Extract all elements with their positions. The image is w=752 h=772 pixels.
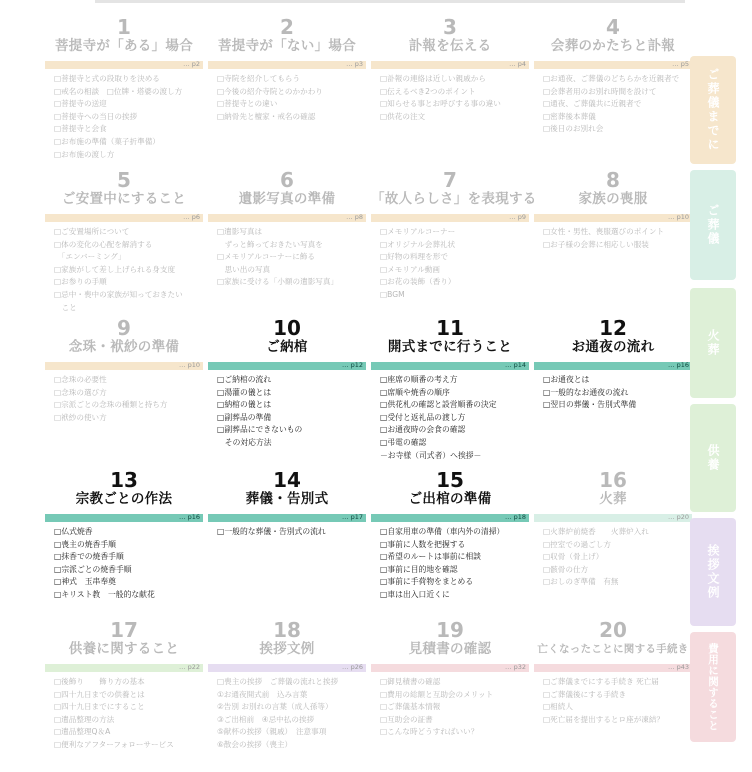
list-item: □メモリアルコーナーに飾る (217, 252, 315, 262)
item-list (535, 226, 692, 251)
list-item: ⑥散会の挨拶（喪主） (217, 739, 293, 749)
section-title[interactable]: 開式までに行うこと (387, 339, 513, 355)
list-item: □家族に受ける「小額の遺影写真」 (217, 277, 339, 287)
section-title[interactable]: 会葬のかたちと訃報 (550, 38, 676, 54)
list-item: □こんな時どうすればいい？ (380, 727, 479, 737)
list-item: □ご葬儀後にする手続き (543, 689, 627, 699)
list-item: □伝えるべき2つのポイント (380, 86, 476, 96)
page-ref[interactable]: … p17 (342, 513, 363, 521)
section-title[interactable]: 念珠・袱紗の準備 (68, 339, 180, 355)
list-item: ③ご出棺前 ④忌中払の挨拶 (217, 714, 315, 724)
list-item: □遺影写真は (217, 227, 263, 236)
category-tab-label: 供養 (706, 444, 720, 472)
list-item: □菩提寺と式の段取りを決める (54, 74, 160, 83)
list-item: □事前に人数を把握する (380, 539, 466, 549)
toc-section (371, 17, 529, 167)
section-bar (208, 61, 366, 69)
list-item: □お花の装飾（香り） (380, 277, 456, 287)
list-item: □袱紗の使い方 (54, 412, 107, 422)
toc-section (534, 17, 692, 167)
list-item: □遺品整理Q＆A (54, 727, 111, 737)
section-number: 4 (606, 15, 620, 39)
toc-section (45, 170, 203, 320)
item-list (535, 526, 692, 589)
toc-section (534, 318, 692, 468)
list-item: □四十九日までにすること (54, 702, 145, 712)
list-item: □車は出入口近くに (380, 589, 450, 599)
list-item: □宗派ごとの焼香手順 (54, 564, 132, 574)
page-ref[interactable]: … p12 (342, 361, 363, 369)
page-ref[interactable]: … p3 (346, 60, 363, 68)
toc-section (45, 17, 203, 167)
section-number: 15 (436, 468, 464, 492)
item-list (209, 374, 366, 450)
section-title[interactable]: ご出棺の準備 (408, 491, 492, 507)
page-ref[interactable]: … p10 (668, 213, 689, 221)
category-tab[interactable] (690, 518, 736, 626)
list-item: □相続人 (543, 702, 573, 712)
list-item: □後日のお別れ会 (543, 124, 604, 134)
item-list (209, 526, 366, 539)
item-list (372, 526, 529, 602)
list-item: □骸骨の仕方 (543, 564, 589, 574)
item-list (372, 226, 529, 302)
list-item: □キリスト教 一般的な献花 (54, 589, 155, 599)
section-bar (45, 362, 203, 370)
category-tab-label: ご葬儀までに (706, 68, 720, 152)
section-bar (45, 514, 203, 522)
page-ref[interactable]: … p6 (183, 213, 200, 221)
section-title[interactable]: 挨拶文例 (259, 641, 315, 657)
toc-section (534, 470, 692, 620)
section-title[interactable]: ご安置中にすること (61, 191, 187, 207)
toc-section (45, 620, 203, 770)
list-item: □死亡届を提出するとロ座が凍結？ (543, 714, 665, 724)
page-ref[interactable]: … p8 (346, 213, 363, 221)
page-ref[interactable]: … p43 (668, 663, 689, 671)
list-item: □控室での過ごし方 (543, 539, 611, 549)
section-bar (534, 214, 692, 222)
section-title[interactable]: 供養に関すること (68, 641, 180, 657)
list-item: □お通夜時の会食の確認 (380, 425, 466, 435)
toc-section (371, 318, 529, 468)
page-ref[interactable]: … p16 (668, 361, 689, 369)
section-title[interactable]: 菩提寺が「ある」場合 (55, 38, 193, 54)
list-item: □戒名の相談 □位牌・塔婆の渡し方 (54, 86, 183, 96)
list-item: □メモリアルコーナー (380, 227, 456, 236)
section-number: 13 (110, 468, 138, 492)
section-number: 1 (117, 15, 131, 39)
page-ref[interactable]: … p14 (505, 361, 526, 369)
toc-section (371, 470, 529, 620)
section-bar (371, 61, 529, 69)
list-item: □後飾り 飾り方の基本 (54, 677, 145, 686)
list-item: □抹香での焼香手順 (54, 552, 124, 562)
list-item: □おしのぎ準備 有無 (543, 577, 619, 587)
list-item: その対応方法 (217, 437, 272, 447)
item-list (372, 676, 529, 739)
item-list (46, 226, 203, 314)
item-list (535, 676, 692, 726)
section-bar (534, 61, 692, 69)
list-item: ⑤献杯の挨拶（親戚） 注意事項 (217, 727, 327, 737)
list-item: －お寺様（司式者）へ挨拶－ (380, 450, 482, 460)
section-number: 11 (436, 316, 464, 340)
item-list (372, 73, 529, 123)
list-item: □ご葬儀基本情報 (380, 702, 441, 712)
list-item: □喪主の挨拶 ご葬儀の流れと挨拶 (217, 677, 339, 686)
list-item: □費用の総額と互助会のメリット (380, 689, 494, 699)
list-item: □湯灌の儀とは (217, 387, 272, 397)
list-item: □お参りの手順 (54, 277, 107, 287)
list-item: □一般的なお通夜の流れ (543, 387, 629, 397)
category-tab-label: 挨拶文例 (706, 544, 720, 600)
page-ref[interactable]: … p2 (183, 60, 200, 68)
list-item: □お子様の会葬に相応しい服装 (543, 239, 649, 249)
list-item: □喪主の焼香手順 (54, 539, 116, 549)
list-item: □遺品整理の方法 (54, 714, 115, 724)
section-number: 5 (117, 168, 131, 192)
list-item: □お通夜、ご葬儀のどちらかを近親者で (543, 74, 680, 83)
list-item: □オリジナル会葬礼状 (380, 239, 456, 249)
list-item: 「エンバーミング」 (54, 252, 126, 262)
section-bar (371, 214, 529, 222)
list-item: □便利なアフターフォローサービス (54, 739, 174, 749)
list-item: 思い出の写真 (217, 264, 271, 274)
list-item: □神式 玉串奉奠 (54, 577, 116, 587)
item-list (535, 73, 692, 136)
list-item: □ご葬儀までにする手続き 死亡届 (543, 677, 659, 686)
section-title[interactable]: 見積書の確認 (408, 641, 492, 657)
list-item: □通夜、ご葬儀共に近親者で (543, 99, 642, 109)
category-tab[interactable] (690, 56, 736, 164)
list-item: □お布施の準備（菓子折準備） (54, 136, 160, 146)
list-item: □収骨（骨上げ） (543, 552, 604, 562)
section-number: 18 (273, 618, 301, 642)
item-list (209, 676, 366, 752)
list-item: ずっと飾っておきたい写真を (217, 239, 323, 249)
toc-section (371, 620, 529, 770)
section-title[interactable]: 「故人らしさ」を表現する (371, 191, 537, 207)
section-title[interactable]: ご納棺 (266, 339, 308, 355)
list-item: □密葬後本葬儀 (543, 111, 596, 121)
section-number: 3 (443, 15, 457, 39)
list-item: □翌日の葬儀・告別式準備 (543, 400, 637, 410)
page-ref[interactable]: … p32 (505, 663, 526, 671)
list-item: □菩提寺の送迎 (54, 99, 107, 109)
list-item: □受付と返礼品の渡し方 (380, 412, 466, 422)
list-item: □菩提寺への当日の挨拶 (54, 111, 138, 121)
list-item: ①お通夜開式前 込み言葉 (217, 689, 308, 699)
toc-section (45, 318, 203, 468)
page-ref[interactable]: … p9 (509, 213, 526, 221)
page-ref[interactable]: … p26 (342, 663, 363, 671)
category-tab-label: ご葬儀 (706, 204, 720, 246)
list-item: □体の変化の心配を解消する (54, 239, 153, 249)
category-tab[interactable] (690, 404, 736, 512)
list-item: □念珠の選び方 (54, 387, 107, 397)
item-list (46, 676, 203, 752)
list-item: □家族がして差し上げられる身支度 (54, 264, 176, 274)
section-title[interactable]: 遺影写真の準備 (238, 191, 336, 207)
section-bar (371, 362, 529, 370)
top-rule (95, 0, 685, 3)
section-bar (45, 61, 203, 69)
section-bar (371, 664, 529, 672)
category-tab[interactable] (690, 170, 736, 280)
list-item: □互助会の証書 (380, 714, 433, 724)
list-item: □お通夜とは (543, 375, 590, 384)
section-bar (534, 362, 692, 370)
toc-section (534, 620, 692, 770)
list-item: □弔電の確認 (380, 437, 427, 447)
list-item: □知らせる事とお呼びする事の違い (380, 99, 501, 109)
section-title[interactable]: 菩提寺が「ない」場合 (218, 38, 356, 54)
section-number: 14 (273, 468, 301, 492)
toc-section (534, 170, 692, 320)
page-ref[interactable]: … p4 (509, 60, 526, 68)
item-list (209, 73, 366, 123)
list-item: □会葬者用のお別れ時間を設けて (543, 86, 657, 96)
list-item: □火葬炉前焼香 火葬炉入れ (543, 527, 649, 536)
list-item: □ご納棺の流れ (217, 375, 272, 384)
item-list (46, 526, 203, 602)
list-item: □BGM (380, 289, 405, 299)
page-ref[interactable]: … p5 (672, 60, 689, 68)
section-number: 16 (599, 468, 627, 492)
item-list (209, 226, 366, 289)
section-bar (208, 514, 366, 522)
list-item: □忌中・喪中の家族が知っておきたい (54, 289, 183, 299)
list-item: □仏式焼香 (54, 527, 93, 536)
item-list (535, 374, 692, 412)
section-title[interactable]: 家族の喪服 (578, 191, 648, 207)
toc-section (45, 470, 203, 620)
list-item: □供花札の確認と設営順番の決定 (380, 400, 497, 410)
section-number: 7 (443, 168, 457, 192)
list-item: □菩提寺と会食 (54, 124, 107, 134)
list-item: □念珠の必要性 (54, 375, 107, 384)
page-ref[interactable]: … p20 (668, 513, 689, 521)
list-item: こと (54, 302, 77, 312)
list-item: ②告別 お別れの言葉（成人孫等） (217, 702, 333, 712)
toc-section (208, 318, 366, 468)
item-list (46, 374, 203, 424)
item-list (46, 73, 203, 161)
section-number: 20 (599, 618, 627, 642)
list-item: □菩提寺との違い (217, 99, 278, 109)
section-number: 12 (599, 316, 627, 340)
category-tab[interactable] (690, 632, 736, 742)
section-title[interactable]: 宗教ごとの作法 (75, 491, 173, 507)
list-item: □副葬品にできないもの (217, 425, 303, 435)
category-tab[interactable] (690, 288, 736, 398)
section-bar (45, 214, 203, 222)
toc-section (208, 17, 366, 167)
list-item: □副葬品の準備 (217, 412, 272, 422)
section-title[interactable]: お通夜の流れ (571, 339, 655, 355)
list-item: □供花の注文 (380, 111, 426, 121)
section-title[interactable]: 葬儀・告別式 (245, 491, 329, 507)
section-number: 2 (280, 15, 294, 39)
list-item: □納棺の儀とは (217, 400, 272, 410)
section-number: 19 (436, 618, 464, 642)
page-ref[interactable]: … p18 (505, 513, 526, 521)
list-item: □宗派ごとの念珠の種類と持ち方 (54, 400, 168, 410)
section-number: 10 (273, 316, 301, 340)
list-item: □訃報の連絡は近しい親戚から (380, 74, 486, 83)
list-item: □今後の紹介寺院とのかかわり (217, 86, 323, 96)
toc-section (208, 170, 366, 320)
toc-section (208, 620, 366, 770)
list-item: □座席の順番の考え方 (380, 375, 458, 384)
list-item: □お布施の渡し方 (54, 149, 115, 159)
category-tab-label: 費用に関すること (707, 643, 719, 731)
section-bar (534, 514, 692, 522)
list-item: □女性・男性、喪服選びのポイント (543, 227, 665, 236)
list-item: □一般的な葬儀・告別式の流れ (217, 527, 326, 536)
list-item: □寺院を紹介してもらう (217, 74, 301, 83)
toc-section (371, 168, 537, 320)
toc-section (208, 470, 366, 620)
section-number: 9 (117, 316, 131, 340)
page-ref[interactable]: … p22 (179, 663, 200, 671)
item-list (372, 374, 529, 462)
list-item: □自家用車の準備（車内外の清掃） (380, 527, 505, 536)
section-title[interactable]: 火葬 (599, 491, 627, 507)
section-title[interactable]: 亡くなったことに関する手続き (537, 643, 689, 655)
section-number: 6 (280, 168, 294, 192)
list-item: □希望のルートは事前に相談 (380, 552, 481, 562)
list-item: □メモリアル動画 (380, 264, 441, 274)
list-item: □納骨先と檀家・戒名の確認 (217, 111, 316, 121)
list-item: □事前に目的地を確認 (380, 564, 458, 574)
section-bar (208, 362, 366, 370)
category-tab-label: 火葬 (706, 329, 720, 357)
section-bar (371, 514, 529, 522)
list-item: □四十九日までの供養とは (54, 689, 145, 699)
section-bar (534, 664, 692, 672)
section-bar (208, 214, 366, 222)
list-item: □事前に手荷物をまとめる (380, 577, 474, 587)
list-item: □ご安置場所について (54, 227, 130, 236)
page-ref[interactable]: … p16 (179, 513, 200, 521)
section-number: 17 (110, 618, 138, 642)
page-ref[interactable]: … p10 (179, 361, 200, 369)
section-number: 8 (606, 168, 620, 192)
section-bar (45, 664, 203, 672)
list-item: □御見積書の確認 (380, 677, 441, 686)
section-bar (208, 664, 366, 672)
list-item: □好物の料理を形で (380, 252, 448, 262)
list-item: □席順や焼香の順序 (380, 387, 450, 397)
section-title[interactable]: 訃報を伝える (408, 38, 492, 54)
